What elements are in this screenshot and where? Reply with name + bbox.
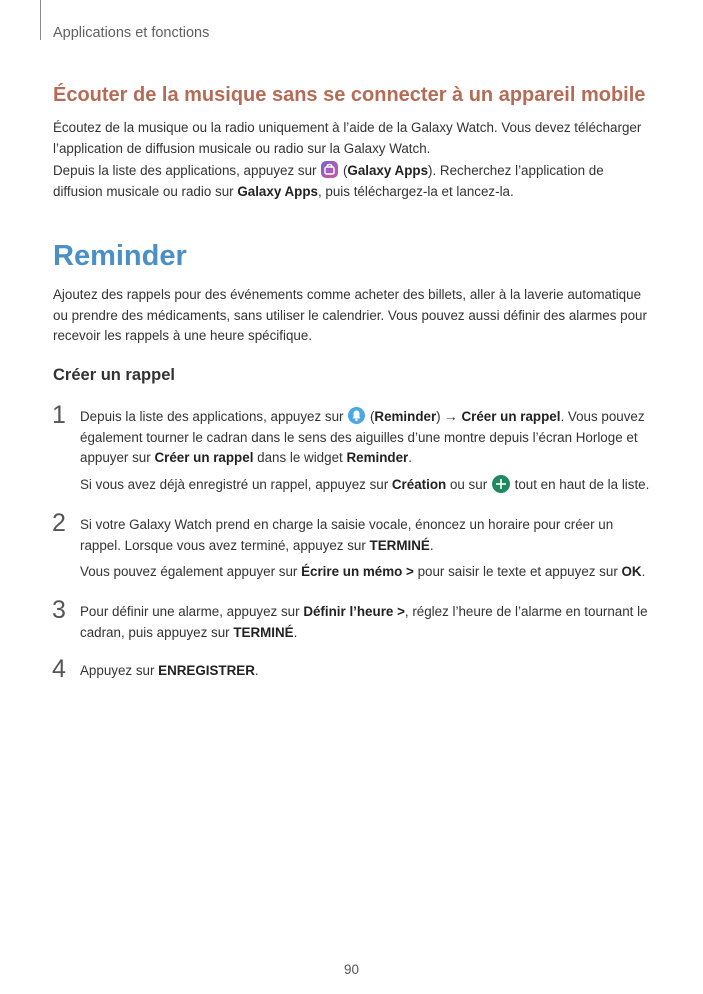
step-1-note: Si vous avez déjà enregistré un rappel, appuyez sur Création ou sur tout en haut de la liste. [80, 477, 650, 492]
running-header: Applications et fonctions [53, 25, 210, 41]
create-reminder-subtitle: Créer un rappel [53, 366, 175, 384]
step-2-note: Vous pouvez également appuyer sur Écrire un mémo > pour saisir le texte et appuyez sur OK. [80, 564, 646, 579]
music-section-title: Écouter de la musique sans se connecter à un appareil mobile [53, 84, 646, 106]
step-3-text: Pour définir une alarme, appuyez sur Définir l’heure >, réglez l’heure de l’alarme en tournant le cadran, puis appuyez sur TERMINÉ. [80, 604, 648, 640]
step-number-4: 4 [52, 655, 66, 683]
step-2-text: Si votre Galaxy Watch prend en charge la saisie vocale, énoncez un horaire pour créer un rappel. Lorsque vous avez terminé, appuyez sur TERMINÉ. [80, 517, 614, 553]
step-number-2: 2 [52, 509, 66, 537]
step-1-text: Depuis la liste des applications, appuyez sur (Reminder) → Créer un rappel. Vous pouvez également tourner le cadran dans le sens des aiguilles d’une montre depuis l’écran Horloge et appuyer sur Créer un rappel dans le widget Reminder. [80, 409, 645, 465]
music-paragraph-1: Écoutez de la musique ou la radio uniquement à l’aide de la Galaxy Watch. Vous devez télécharger l’application de diffusion musicale ou radio sur la Galaxy Watch. [53, 120, 642, 156]
page-number: 90 [343, 962, 360, 977]
step-number-3: 3 [52, 596, 66, 624]
reminder-bell-icon [348, 407, 365, 424]
add-circle-icon [492, 475, 510, 493]
step-4-text: Appuyez sur ENREGISTRER. [80, 663, 259, 678]
step-number-1: 1 [52, 401, 66, 429]
reminder-intro: Ajoutez des rappels pour des événements comme acheter des billets, aller à la laverie automatique ou prendre des médicaments, sans utiliser le calendrier. Vous pouvez aussi définir des alarmes pour recevoir les rappels à une heure spécifique. [53, 287, 647, 343]
margin-rule [40, 0, 41, 40]
reminder-title: Reminder [53, 240, 187, 272]
galaxy-apps-icon [321, 161, 338, 178]
music-paragraph-2: Depuis la liste des applications, appuyez sur (Galaxy Apps). Recherchez l’application de diffusion musicale ou radio sur Galaxy Apps, puis téléchargez-la et lancez-la. [53, 163, 604, 199]
